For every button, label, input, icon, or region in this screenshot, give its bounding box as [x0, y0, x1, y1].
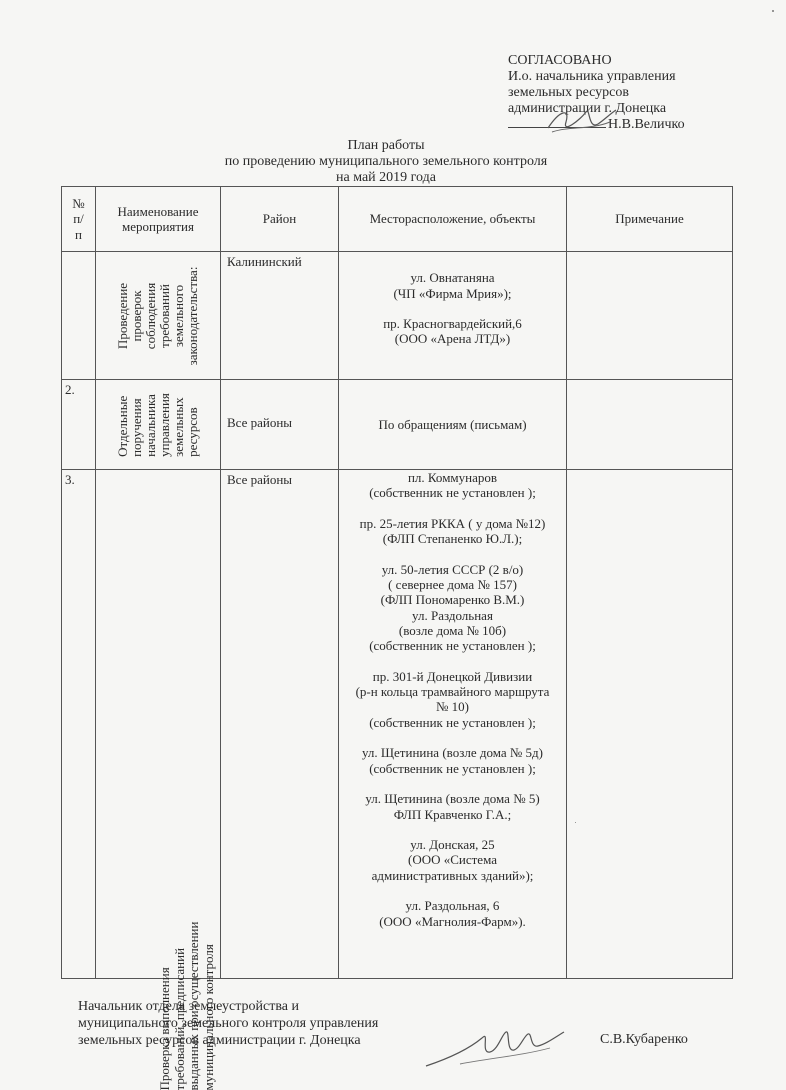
event-line: Проверка выполнения [157, 967, 172, 1090]
row-location [339, 252, 567, 380]
approval-signer: Н.В.Величко [608, 117, 685, 132]
header-location: Месторасположение, объекты [339, 187, 567, 252]
table-row [62, 252, 733, 380]
plan-title-line3: на май 2019 года [335, 170, 436, 185]
location-line [339, 501, 566, 516]
event-line: выданных при осуществлении [186, 921, 201, 1090]
location-line [339, 654, 566, 669]
plan-title-line1: План работы [347, 138, 425, 153]
table-row [62, 380, 733, 470]
approval-position-line2: земельных ресурсов [508, 85, 630, 100]
header-district: Район [221, 187, 339, 252]
row-num: 2. [62, 380, 96, 470]
row-location [339, 470, 567, 979]
location-line [339, 546, 566, 561]
location-line [339, 822, 566, 837]
location-line: (ЧП «Фирма Мрия»); [393, 285, 512, 301]
location-line: ул. Донская, 25 [410, 837, 495, 853]
header-num-line2: п/ [73, 211, 84, 227]
location-line [339, 883, 566, 898]
location-line: пр. 301-й Донецкой Дивизии [372, 668, 533, 684]
location-line: ул. Раздольная [412, 607, 493, 623]
location-line: ул. Щетинина (возле дома № 5) [365, 791, 540, 807]
location-line: (ФЛП Пономаренко В.М.) [380, 592, 525, 608]
header-event-line2: мероприятия [121, 219, 194, 234]
location-line [339, 776, 566, 791]
event-line: начальника [143, 393, 158, 457]
event-line: требований [157, 283, 172, 348]
header-num [62, 187, 96, 252]
scan-speck [772, 10, 774, 12]
row-num [62, 252, 96, 380]
row-num: 3. [62, 470, 96, 979]
footer-line2: муниципального земельного контроля управления [78, 1016, 379, 1031]
row-location [339, 380, 567, 470]
footer-line3: земельных ресурсов администрации г. Донецка [78, 1033, 361, 1048]
location-line: пр. Красногвардейский,6 [383, 316, 522, 332]
location-line [339, 730, 566, 745]
location-line: (ООО «Магнолия-Фарм»). [379, 913, 526, 929]
event-line: земельного [171, 284, 186, 347]
event-line: проверок [129, 289, 144, 342]
location-line: ул. Овнатаняна [410, 270, 495, 286]
plan-title-line2: по проведению муниципального земельного контроля [224, 154, 548, 169]
location-line: По обращениям (письмам) [378, 416, 527, 432]
event-line: законодательства: [185, 266, 200, 365]
header-num-line1: № [72, 196, 85, 212]
event-line: поручения [129, 397, 144, 457]
header-event-line1: Наименование [117, 203, 199, 219]
location-line: ФЛП Кравченко Г.А.; [393, 806, 512, 822]
footer-line1: Начальник отдела землеустройства и [78, 999, 299, 1014]
header-num-line3: п [75, 226, 82, 242]
location-list [339, 470, 566, 929]
table-header-row [62, 187, 733, 252]
row-event [96, 252, 221, 380]
location-line: ул. Щетинина (возле дома № 5д) [362, 745, 543, 761]
scan-speck [575, 822, 576, 823]
row-event-text [116, 266, 200, 365]
plan-title [186, 138, 586, 186]
row-event-text [116, 393, 200, 457]
location-line: ( севернее дома № 157) [388, 577, 517, 593]
approval-signature [540, 100, 620, 140]
event-line: земельных [171, 396, 186, 457]
event-line: Отдельные [115, 395, 130, 457]
location-line: (возле дома № 10б) [398, 622, 507, 638]
event-line: соблюдения [143, 282, 158, 349]
header-event [96, 187, 221, 252]
header-note: Примечание [567, 187, 733, 252]
location-line: (собственник не установлен ); [369, 760, 536, 776]
event-line: управления [157, 392, 172, 457]
table-row [62, 470, 733, 979]
row-event [96, 380, 221, 470]
approval-position-line3: администрации г. Донецка [508, 101, 667, 116]
location-line: (ООО «Система [407, 852, 497, 868]
approval-heading: СОГЛАСОВАНО [508, 53, 612, 68]
location-line [339, 301, 566, 316]
approval-position-line1: И.о. начальника управления [508, 69, 676, 84]
row-note [567, 252, 733, 380]
footer-signer: С.В.Кубаренко [600, 1032, 688, 1047]
event-line: ресурсов [185, 406, 200, 457]
location-line: (собственник не установлен ); [369, 714, 536, 730]
location-line: ул. Раздольная, 6 [405, 898, 500, 914]
location-line: ул. 50-летия СССР (2 в/о) [381, 561, 524, 577]
event-line: требований, предписаний [171, 947, 187, 1090]
location-line: пл. Коммунаров [407, 470, 498, 485]
location-line: (ФЛП Степаненко Ю.Л.); [382, 531, 523, 547]
row-district: Калининский [221, 252, 339, 380]
event-line: муниципального контроля [200, 944, 216, 1090]
location-line: административных зданий»); [371, 867, 534, 883]
location-line: № 10) [436, 699, 469, 715]
location-line: (собственник не установлен ); [369, 485, 536, 501]
footer-block [78, 998, 378, 1049]
row-note [567, 470, 733, 979]
location-line: (р-н кольца трамвайного маршрута [355, 684, 550, 700]
row-district: Все районы [221, 380, 339, 470]
location-line: (собственник не установлен ); [369, 638, 536, 654]
footer-signature [420, 1018, 570, 1073]
row-district: Все районы [221, 470, 339, 979]
location-line: пр. 25-летия РККА ( у дома №12) [359, 515, 546, 531]
event-line: Проведение [115, 282, 130, 349]
location-line: (ООО «Арена ЛТД») [394, 331, 511, 347]
row-note [567, 380, 733, 470]
